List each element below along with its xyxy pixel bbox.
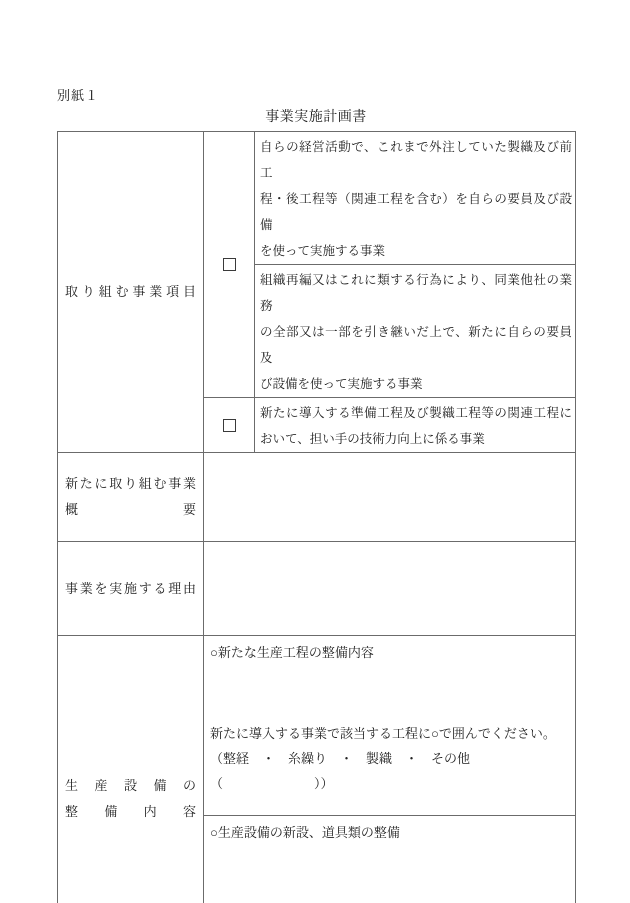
text-line: び設備を使って実施する事業 <box>260 377 423 391</box>
text-line: 組織再編又はこれに類する行為により、同業他社の業務 <box>260 273 572 313</box>
reason-input-area[interactable] <box>204 542 576 636</box>
equipment-label-line2: 整備内容 <box>65 803 196 819</box>
checkbox-option-ab[interactable] <box>223 258 236 271</box>
equipment-facility-section[interactable] <box>204 816 576 903</box>
table-row-equipment-process <box>58 636 576 816</box>
option-c-text-cell <box>255 398 576 453</box>
overview-label-line1: 新たに取り組む事業 <box>65 476 196 491</box>
process-instruction-block <box>210 721 569 806</box>
checkbox-cell-option-ab[interactable] <box>204 132 255 398</box>
table-row-items <box>58 132 576 265</box>
text-line: 新たに導入する準備工程及び製織工程等の関連工程に <box>260 406 572 420</box>
text-line: 程・後工程等（関連工程を含む）を自らの要員及び設備 <box>260 192 572 232</box>
business-items-label: 取り組む事業項目 <box>65 284 196 299</box>
row-label-reason <box>58 542 204 636</box>
checkbox-cell-option-c[interactable] <box>204 398 255 453</box>
text-line: の全部又は一部を引き継いだ上で、新たに自らの要員及 <box>260 325 572 365</box>
process-options-line: （整経 ・ 糸繰り ・ 製織 ・ その他（ ）） <box>210 751 471 791</box>
reason-label: 事業を実施する理由 <box>65 580 196 596</box>
attachment-label: 別紙１ <box>57 88 100 103</box>
text-line: を使って実施する事業 <box>260 244 386 258</box>
row-label-overview <box>58 453 204 542</box>
row-label-equipment <box>58 636 204 903</box>
facility-section-heading: ○生産設備の新設、道具類の整備 <box>210 825 400 840</box>
table-row-reason <box>58 542 576 636</box>
overview-input-area[interactable] <box>204 453 576 542</box>
equipment-label-line1: 生産設備の <box>65 777 196 793</box>
table-row-overview <box>58 453 576 542</box>
text-line: おいて、担い手の技術力向上に係る事業 <box>260 432 485 446</box>
option-a-text-cell <box>255 132 576 265</box>
row-label-business-items <box>58 132 204 453</box>
equipment-process-section[interactable] <box>204 636 576 816</box>
checkbox-option-c[interactable] <box>223 419 236 432</box>
overview-label-line2: 概要 <box>65 502 196 517</box>
business-plan-table <box>57 131 576 903</box>
option-b-text-cell <box>255 265 576 398</box>
document-title: 事業実施計画書 <box>265 110 367 125</box>
process-instruction: 新たに導入する事業で該当する工程に○で囲んでください。 <box>210 726 556 741</box>
process-section-heading: ○新たな生産工程の整備内容 <box>210 645 374 660</box>
text-line: 自らの経営活動で、これまで外注していた製織及び前工 <box>260 140 572 180</box>
